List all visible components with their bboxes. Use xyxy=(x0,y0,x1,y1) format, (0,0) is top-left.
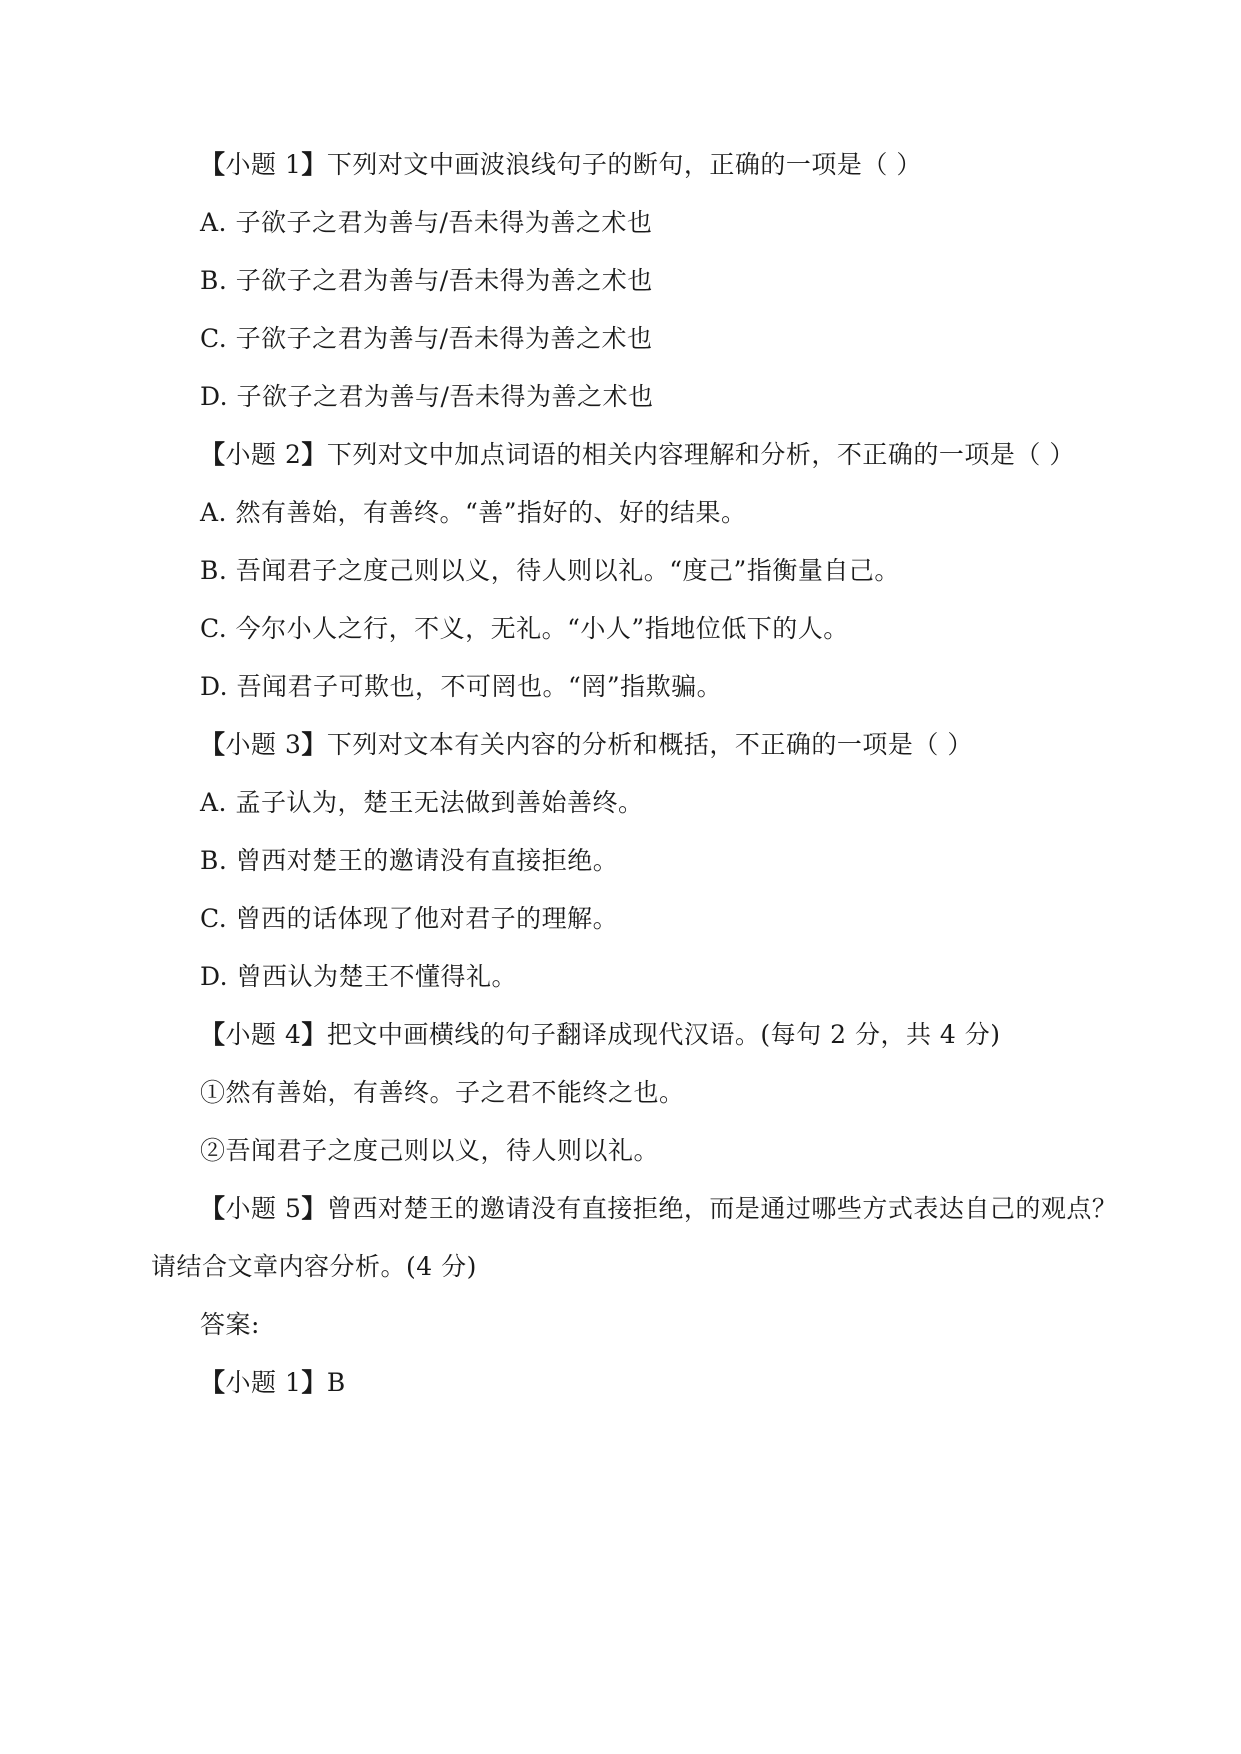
question-1-label: 小题 1 xyxy=(225,150,302,179)
question-1-text: 下列对文中画波浪线句子的断句，正确的一项是（ ） xyxy=(326,150,922,179)
question-4-item-1: ①然有善始，有善终。子之君不能终之也。 xyxy=(200,1078,685,1107)
question-1-option-b: B. 子欲子之君为善与/吾未得为善之术也 xyxy=(200,266,653,295)
question-5-bracket-open: 【 xyxy=(200,1194,226,1223)
question-1-option-a: A. 子欲子之君为善与/吾未得为善之术也 xyxy=(200,208,653,237)
question-1-stem xyxy=(200,148,922,182)
question-5-continuation: 请结合文章内容分析。(4 分) xyxy=(151,1252,477,1281)
question-2-option-c: C. 今尔小人之行，不义，无礼。“小人”指地位低下的人。 xyxy=(200,614,849,643)
question-2-stem xyxy=(200,438,1075,472)
question-3-stem xyxy=(200,728,973,762)
question-3-option-a: A. 孟子认为，楚王无法做到善始善终。 xyxy=(200,788,644,817)
question-1-bracket-open: 【 xyxy=(200,150,226,179)
question-4-text: 把文中画横线的句子翻译成现代汉语。(每句 2 分，共 4 分) xyxy=(326,1020,1001,1049)
question-2-option-d: D. 吾闻君子可欺也，不可罔也。“罔”指欺骗。 xyxy=(200,672,723,701)
question-3-bracket-open: 【 xyxy=(200,730,226,759)
question-5-bracket-close: 】 xyxy=(301,1194,327,1223)
question-2-option-b: B. 吾闻君子之度己则以义，待人则以礼。“度己”指衡量自己。 xyxy=(200,556,900,585)
question-3-option-d: D. 曾西认为楚王不懂得礼。 xyxy=(200,962,518,991)
question-3-bracket-close: 】 xyxy=(301,730,327,759)
question-4-bracket-open: 【 xyxy=(200,1020,226,1049)
question-2-bracket-close: 】 xyxy=(301,440,327,469)
question-5-text: 曾西对楚王的邀请没有直接拒绝，而是通过哪些方式表达自己的观点？ xyxy=(326,1194,1118,1223)
answer-1-text: B xyxy=(326,1368,346,1397)
question-1-option-c: C. 子欲子之君为善与/吾未得为善之术也 xyxy=(200,324,653,353)
question-1-bracket-close: 】 xyxy=(301,150,327,179)
question-4-item-2: ②吾闻君子之度己则以义，待人则以礼。 xyxy=(200,1136,660,1165)
answer-heading: 答案: xyxy=(200,1310,260,1339)
answer-1-bracket-close: 】 xyxy=(301,1368,327,1397)
question-4-bracket-close: 】 xyxy=(301,1020,327,1049)
question-2-label: 小题 2 xyxy=(225,440,302,469)
answer-1-bracket-open: 【 xyxy=(200,1368,226,1397)
question-2-text: 下列对文中加点词语的相关内容理解和分析，不正确的一项是（ ） xyxy=(326,440,1075,469)
answer-1 xyxy=(200,1366,346,1400)
question-3-text: 下列对文本有关内容的分析和概括，不正确的一项是（ ） xyxy=(326,730,973,759)
question-3-label: 小题 3 xyxy=(225,730,302,759)
question-3-option-b: B. 曾西对楚王的邀请没有直接拒绝。 xyxy=(200,846,619,875)
question-4-label: 小题 4 xyxy=(225,1020,302,1049)
question-1-option-d: D. 子欲子之君为善与/吾未得为善之术也 xyxy=(200,382,654,411)
answer-1-label: 小题 1 xyxy=(225,1368,302,1397)
question-4-stem xyxy=(200,1018,1001,1052)
question-2-bracket-open: 【 xyxy=(200,440,226,469)
question-5-stem xyxy=(200,1192,1117,1226)
question-3-option-c: C. 曾西的话体现了他对君子的理解。 xyxy=(200,904,619,933)
question-2-option-a: A. 然有善始，有善终。“善”指好的、好的结果。 xyxy=(200,498,747,527)
question-5-label: 小题 5 xyxy=(225,1194,302,1223)
